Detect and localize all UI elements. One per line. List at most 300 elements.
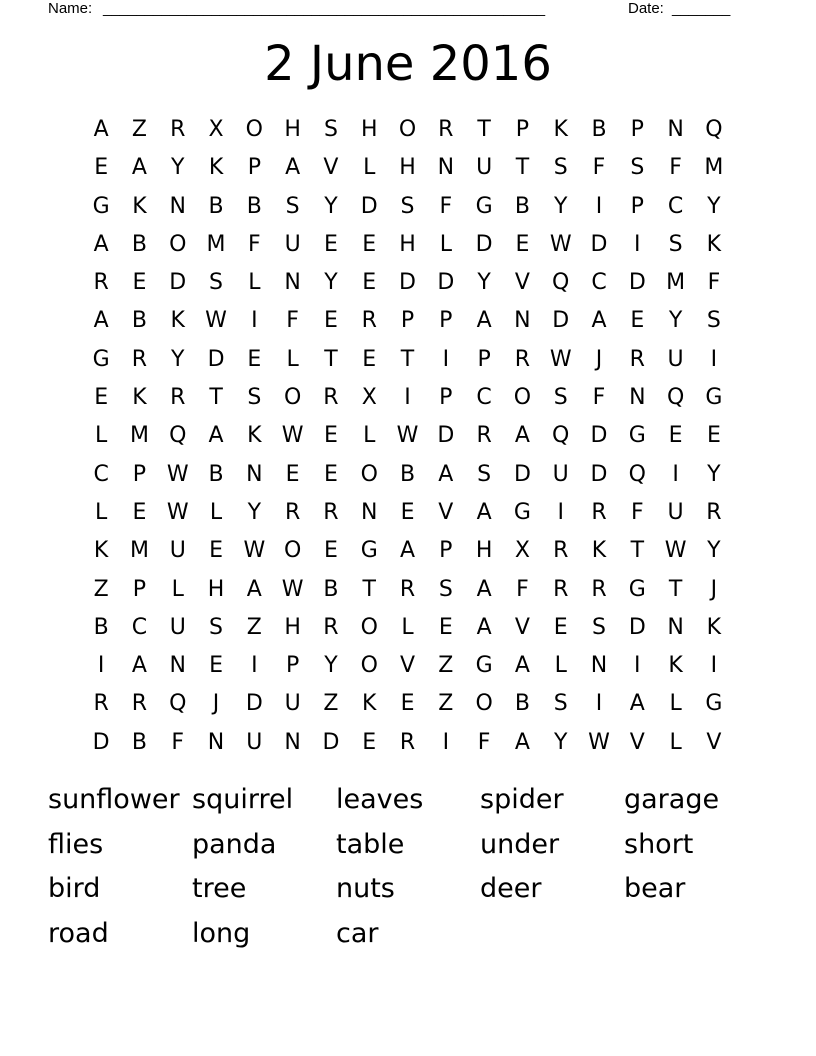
word-list-item: garage bbox=[624, 784, 720, 815]
grid-letter: I bbox=[442, 729, 450, 755]
grid-letter: K bbox=[553, 117, 568, 142]
grid-letter: V bbox=[629, 729, 645, 755]
grid-letter: U bbox=[667, 346, 684, 372]
grid-letter: K bbox=[362, 691, 377, 717]
grid-letter: P bbox=[630, 117, 644, 142]
grid-letter: H bbox=[475, 538, 493, 564]
grid-letter: Z bbox=[323, 691, 339, 717]
grid-letter: D bbox=[590, 423, 608, 449]
letter-grid bbox=[82, 111, 733, 762]
grid-letter: Y bbox=[171, 155, 185, 181]
grid-letter: B bbox=[208, 461, 224, 487]
grid-letter: R bbox=[361, 308, 377, 334]
grid-letter: Y bbox=[707, 538, 721, 564]
word-list-item: flies bbox=[48, 828, 104, 860]
grid-letter: R bbox=[131, 346, 148, 372]
grid-letter: E bbox=[323, 538, 338, 564]
grid-letter: F bbox=[171, 729, 185, 755]
grid-letter: A bbox=[246, 576, 262, 602]
grid-letter: N bbox=[246, 461, 263, 487]
grid-letter: Z bbox=[246, 614, 262, 640]
grid-letter: B bbox=[399, 461, 416, 487]
grid-letter: T bbox=[362, 576, 376, 602]
grid-letter: D bbox=[322, 729, 340, 755]
grid-letter: C bbox=[131, 614, 148, 640]
grid-letter: Q bbox=[628, 461, 646, 487]
grid-letter: Y bbox=[171, 346, 185, 372]
word-list-item: squirrel bbox=[192, 784, 294, 815]
grid-letter: C bbox=[476, 385, 492, 411]
grid-letter: F bbox=[669, 155, 682, 181]
word-list-item: leaves bbox=[336, 784, 424, 815]
grid-letter: P bbox=[132, 576, 147, 602]
grid-letter: A bbox=[591, 308, 607, 334]
grid-letter: U bbox=[284, 231, 301, 257]
grid-letter: V bbox=[514, 614, 530, 640]
grid-letter: L bbox=[209, 499, 223, 525]
grid-letter: A bbox=[285, 155, 301, 181]
grid-letter: R bbox=[591, 576, 607, 602]
grid-letter: N bbox=[629, 385, 646, 411]
grid-letter: R bbox=[629, 346, 645, 372]
grid-letter: L bbox=[95, 423, 108, 449]
grid-letter: T bbox=[668, 576, 683, 602]
grid-letter: N bbox=[169, 653, 186, 679]
grid-letter: Y bbox=[707, 461, 721, 487]
grid-letter: K bbox=[93, 538, 109, 564]
grid-letter: E bbox=[553, 614, 568, 640]
grid-letter: Z bbox=[438, 653, 454, 679]
word-list-item: panda bbox=[192, 828, 277, 860]
grid-letter: Z bbox=[438, 691, 454, 717]
grid-letter: I bbox=[557, 499, 564, 525]
grid-letter: A bbox=[476, 499, 492, 525]
word-list-item: car bbox=[336, 917, 379, 949]
word-list-item: under bbox=[480, 828, 560, 860]
grid-letter: T bbox=[477, 117, 491, 142]
grid-letter: I bbox=[251, 308, 258, 334]
grid-letter: N bbox=[514, 308, 531, 334]
grid-letter: N bbox=[169, 193, 186, 219]
grid-letter: M bbox=[129, 423, 149, 449]
grid-letter: K bbox=[170, 308, 185, 334]
grid-letter: E bbox=[247, 346, 262, 372]
header bbox=[48, 0, 748, 20]
grid-letter: D bbox=[513, 461, 531, 487]
grid-letter: W bbox=[243, 538, 266, 564]
grid-letter: B bbox=[514, 193, 530, 219]
grid-letter: D bbox=[437, 423, 455, 449]
grid-letter: K bbox=[208, 155, 224, 181]
grid-letter: H bbox=[360, 117, 378, 142]
grid-letter: D bbox=[475, 231, 493, 257]
grid-letter: M bbox=[666, 270, 686, 296]
grid-letter: V bbox=[323, 155, 339, 181]
grid-letter: P bbox=[630, 193, 644, 219]
grid-letter: D bbox=[169, 270, 187, 296]
grid-letter: P bbox=[439, 538, 453, 564]
grid-letter: E bbox=[668, 423, 683, 449]
grid-letter: I bbox=[595, 193, 603, 219]
grid-letter: S bbox=[706, 308, 721, 334]
grid-letter: E bbox=[94, 385, 109, 411]
grid-letter: V bbox=[438, 499, 454, 525]
grid-letter: B bbox=[591, 117, 607, 142]
grid-letter: D bbox=[245, 691, 263, 717]
grid-letter: H bbox=[284, 117, 301, 142]
grid-letter: I bbox=[710, 346, 718, 372]
grid-letter: L bbox=[669, 691, 682, 717]
word-list-item: table bbox=[336, 828, 405, 860]
grid-letter: E bbox=[630, 308, 645, 334]
grid-letter: R bbox=[323, 614, 339, 640]
grid-letter: R bbox=[553, 538, 569, 564]
grid-letter: G bbox=[475, 653, 493, 679]
grid-letter: V bbox=[514, 270, 530, 296]
grid-letter: P bbox=[515, 117, 530, 142]
word-list bbox=[48, 778, 768, 956]
grid-letter: Y bbox=[324, 270, 338, 296]
grid-letter: R bbox=[131, 691, 148, 717]
grid-letter: H bbox=[399, 155, 416, 181]
grid-letter: H bbox=[399, 231, 416, 257]
grid-letter: K bbox=[132, 193, 147, 219]
grid-letter: G bbox=[705, 385, 723, 411]
grid-letter: A bbox=[476, 614, 492, 640]
grid-letter: A bbox=[131, 155, 147, 181]
grid-letter: G bbox=[513, 499, 531, 525]
grid-letter: G bbox=[92, 346, 110, 372]
word-list-item: spider bbox=[480, 784, 564, 815]
grid-letter: S bbox=[285, 193, 300, 219]
grid-letter: B bbox=[131, 729, 147, 755]
grid-letter: N bbox=[667, 614, 684, 640]
grid-letter: B bbox=[131, 308, 147, 334]
grid-letter: D bbox=[628, 270, 646, 296]
grid-letter: R bbox=[323, 385, 339, 411]
grid-letter: S bbox=[209, 614, 224, 640]
grid-letter: U bbox=[169, 614, 186, 640]
grid-letter: L bbox=[171, 576, 184, 602]
grid-letter: C bbox=[93, 461, 109, 487]
grid-letter: R bbox=[93, 270, 109, 296]
grid-letter: I bbox=[634, 231, 641, 257]
date-label: Date: bbox=[628, 0, 664, 17]
grid-letter: S bbox=[209, 270, 224, 296]
grid-letter: F bbox=[439, 193, 453, 219]
grid-letter: S bbox=[400, 193, 415, 219]
word-list-item: deer bbox=[480, 873, 542, 904]
grid-letter: S bbox=[592, 614, 606, 640]
grid-letter: A bbox=[93, 117, 109, 142]
grid-letter: D bbox=[437, 270, 455, 296]
grid-letter: A bbox=[131, 653, 147, 679]
grid-letter: O bbox=[245, 117, 263, 142]
grid-letter: G bbox=[475, 193, 493, 219]
grid-letter: F bbox=[592, 385, 606, 411]
grid-letter: A bbox=[629, 691, 645, 717]
grid-letter: X bbox=[514, 538, 530, 564]
grid-letter: U bbox=[476, 155, 493, 181]
grid-letter: R bbox=[706, 499, 722, 525]
grid-letter: R bbox=[170, 117, 186, 142]
grid-letter: Y bbox=[247, 499, 262, 525]
grid-letter: J bbox=[212, 691, 220, 717]
grid-letter: S bbox=[553, 385, 568, 411]
grid-letter: Y bbox=[553, 193, 568, 219]
grid-letter: T bbox=[515, 155, 530, 181]
grid-letter: E bbox=[94, 155, 109, 181]
grid-letter: N bbox=[667, 117, 684, 142]
grid-letter: E bbox=[362, 346, 377, 372]
grid-letter: N bbox=[437, 155, 455, 181]
grid-letter: E bbox=[285, 461, 300, 487]
grid-letter: Z bbox=[93, 576, 109, 602]
grid-letter: E bbox=[362, 729, 377, 755]
grid-letter: W bbox=[549, 231, 572, 257]
grid-letter: K bbox=[132, 385, 147, 411]
grid-letter: K bbox=[706, 614, 722, 640]
grid-letter: O bbox=[360, 653, 378, 679]
grid-letter: E bbox=[323, 308, 338, 334]
grid-letter: K bbox=[591, 538, 607, 564]
grid-letter: E bbox=[515, 231, 530, 257]
grid-letter: A bbox=[476, 308, 492, 334]
grid-letter: P bbox=[477, 346, 491, 372]
grid-letter: U bbox=[284, 691, 301, 717]
grid-letter: U bbox=[246, 729, 263, 755]
grid-letter: Y bbox=[477, 270, 491, 296]
grid-letter: R bbox=[514, 346, 531, 372]
grid-letter: S bbox=[247, 385, 262, 411]
grid-letter: P bbox=[132, 461, 147, 487]
grid-letter: A bbox=[438, 461, 454, 487]
grid-letter: R bbox=[284, 499, 301, 525]
word-list-item: long bbox=[192, 917, 251, 949]
grid-letter: R bbox=[170, 385, 186, 411]
grid-letter: B bbox=[131, 231, 147, 257]
grid-letter: V bbox=[399, 653, 416, 679]
grid-letter: F bbox=[286, 308, 299, 334]
grid-letter: N bbox=[590, 653, 608, 679]
name-field-line: _____________________________________________________ bbox=[103, 0, 546, 17]
grid-letter: A bbox=[93, 231, 109, 257]
grid-letter: W bbox=[664, 538, 687, 564]
grid-letter: A bbox=[93, 308, 109, 334]
grid-letter: S bbox=[438, 576, 453, 602]
grid-letter: A bbox=[514, 653, 530, 679]
grid-letter: E bbox=[209, 538, 223, 564]
grid-letter: G bbox=[705, 691, 723, 717]
grid-letter: A bbox=[399, 538, 416, 564]
grid-letter: S bbox=[477, 461, 492, 487]
grid-letter: Q bbox=[705, 117, 723, 142]
grid-letter: W bbox=[166, 461, 189, 487]
grid-letter: P bbox=[439, 385, 453, 411]
grid-letter: R bbox=[591, 499, 607, 525]
grid-letter: G bbox=[628, 423, 646, 449]
word-list-item: sunflower bbox=[48, 784, 180, 815]
grid-letter: B bbox=[246, 193, 262, 219]
grid-letter: V bbox=[706, 729, 722, 755]
grid-letter: I bbox=[672, 461, 679, 487]
grid-letter: A bbox=[476, 576, 492, 602]
grid-letter: D bbox=[207, 346, 225, 372]
grid-letter: O bbox=[360, 461, 378, 487]
grid-letter: I bbox=[251, 653, 258, 679]
grid-letter: B bbox=[93, 614, 109, 640]
grid-letter: W bbox=[396, 423, 419, 449]
grid-letter: I bbox=[634, 653, 641, 679]
grid-letter: T bbox=[400, 346, 415, 372]
grid-letter: L bbox=[554, 653, 567, 679]
grid-letter: C bbox=[667, 193, 684, 219]
grid-letter: Y bbox=[707, 193, 721, 219]
grid-letter: U bbox=[552, 461, 569, 487]
grid-letter: P bbox=[285, 653, 300, 679]
grid-letter: E bbox=[323, 423, 338, 449]
grid-letter: P bbox=[400, 308, 415, 334]
grid-letter: I bbox=[595, 691, 603, 717]
grid-letter: L bbox=[439, 231, 452, 257]
grid-letter: R bbox=[93, 691, 109, 717]
grid-letter: F bbox=[248, 231, 261, 257]
grid-letter: E bbox=[400, 499, 415, 525]
grid-letter: A bbox=[208, 423, 224, 449]
grid-letter: D bbox=[360, 193, 378, 219]
grid-letter: Z bbox=[131, 117, 147, 142]
word-list-item: bird bbox=[48, 873, 101, 904]
grid-letter: T bbox=[324, 346, 338, 372]
grid-letter: Q bbox=[169, 423, 187, 449]
grid-letter: R bbox=[323, 499, 339, 525]
grid-letter: E bbox=[323, 461, 338, 487]
grid-letter: O bbox=[169, 231, 187, 257]
grid-letter: Y bbox=[324, 193, 338, 219]
grid-letter: N bbox=[284, 729, 301, 755]
grid-letter: O bbox=[283, 538, 302, 564]
grid-letter: D bbox=[399, 270, 416, 296]
word-list-item: tree bbox=[192, 873, 247, 904]
grid-letter: M bbox=[129, 538, 149, 564]
grid-letter: O bbox=[513, 385, 532, 411]
grid-letter: L bbox=[363, 155, 376, 181]
grid-letter: K bbox=[706, 231, 722, 257]
grid-letter: I bbox=[710, 653, 718, 679]
grid-letter: W bbox=[205, 308, 227, 334]
grid-letter: E bbox=[362, 231, 377, 257]
word-list-item: short bbox=[624, 828, 694, 860]
grid-letter: I bbox=[442, 346, 450, 372]
grid-letter: L bbox=[95, 499, 108, 525]
grid-letter: B bbox=[208, 193, 224, 219]
grid-letter: Y bbox=[668, 308, 683, 334]
grid-letter: O bbox=[360, 614, 378, 640]
grid-letter: G bbox=[360, 538, 378, 564]
grid-letter: G bbox=[92, 193, 110, 219]
grid-letter: N bbox=[207, 729, 225, 755]
word-list-item: road bbox=[48, 917, 109, 949]
grid-letter: X bbox=[208, 117, 224, 142]
grid-letter: L bbox=[286, 346, 299, 372]
grid-letter: W bbox=[281, 576, 304, 602]
grid-letter: Q bbox=[552, 270, 570, 296]
grid-letter: Y bbox=[324, 653, 338, 679]
grid-letter: E bbox=[132, 270, 147, 296]
grid-letter: K bbox=[668, 653, 683, 679]
grid-letter: F bbox=[707, 270, 721, 296]
grid-letter: B bbox=[514, 691, 530, 717]
grid-letter: N bbox=[284, 270, 301, 296]
grid-letter: A bbox=[514, 423, 530, 449]
grid-letter: K bbox=[247, 423, 262, 449]
grid-letter: T bbox=[209, 385, 223, 411]
grid-letter: S bbox=[630, 155, 645, 181]
grid-letter: W bbox=[549, 346, 572, 372]
page-title: 2 June 2016 bbox=[264, 36, 552, 92]
grid-letter: R bbox=[399, 576, 416, 602]
grid-letter: O bbox=[475, 691, 493, 717]
grid-letter: A bbox=[514, 729, 530, 755]
grid-letter: W bbox=[166, 499, 189, 525]
grid-letter: R bbox=[438, 117, 454, 142]
grid-letter: D bbox=[590, 231, 608, 257]
grid-letter: F bbox=[477, 729, 491, 755]
grid-letter: D bbox=[552, 308, 570, 334]
grid-letter: I bbox=[97, 653, 105, 679]
grid-letter: E bbox=[438, 614, 453, 640]
grid-letter: D bbox=[590, 461, 608, 487]
grid-letter: N bbox=[360, 499, 378, 525]
grid-letter: E bbox=[362, 270, 377, 296]
grid-letter: B bbox=[323, 576, 339, 602]
grid-letter: Q bbox=[169, 691, 187, 717]
grid-letter: Q bbox=[552, 423, 570, 449]
grid-letter: O bbox=[283, 385, 302, 411]
word-list-item: nuts bbox=[336, 873, 395, 904]
grid-letter: S bbox=[553, 691, 568, 717]
grid-letter: D bbox=[628, 614, 646, 640]
name-label: Name: bbox=[48, 0, 93, 17]
grid-letter: C bbox=[591, 270, 607, 296]
grid-letter: P bbox=[247, 155, 261, 181]
grid-letter: Y bbox=[553, 729, 568, 755]
grid-letter: X bbox=[361, 385, 377, 411]
grid-letter: O bbox=[398, 117, 417, 142]
grid-letter: R bbox=[476, 423, 492, 449]
grid-letter: L bbox=[401, 614, 414, 640]
grid-letter: W bbox=[281, 423, 304, 449]
grid-letter: P bbox=[439, 308, 453, 334]
grid-letter: S bbox=[553, 155, 568, 181]
grid-letter: R bbox=[553, 576, 569, 602]
grid-letter: E bbox=[132, 499, 147, 525]
grid-letter: W bbox=[588, 729, 610, 755]
grid-letter: F bbox=[630, 499, 644, 525]
grid-letter: J bbox=[595, 346, 603, 372]
grid-letter: H bbox=[284, 614, 301, 640]
grid-letter: G bbox=[628, 576, 646, 602]
grid-letter: L bbox=[248, 270, 261, 296]
grid-letter: M bbox=[206, 231, 226, 257]
word-list-item: bear bbox=[624, 873, 686, 904]
grid-letter: J bbox=[710, 576, 718, 602]
grid-letter: S bbox=[668, 231, 683, 257]
grid-letter: S bbox=[323, 117, 338, 142]
grid-letter: E bbox=[323, 231, 338, 257]
grid-letter: D bbox=[92, 729, 110, 755]
date-field-line: _______ bbox=[672, 0, 731, 17]
